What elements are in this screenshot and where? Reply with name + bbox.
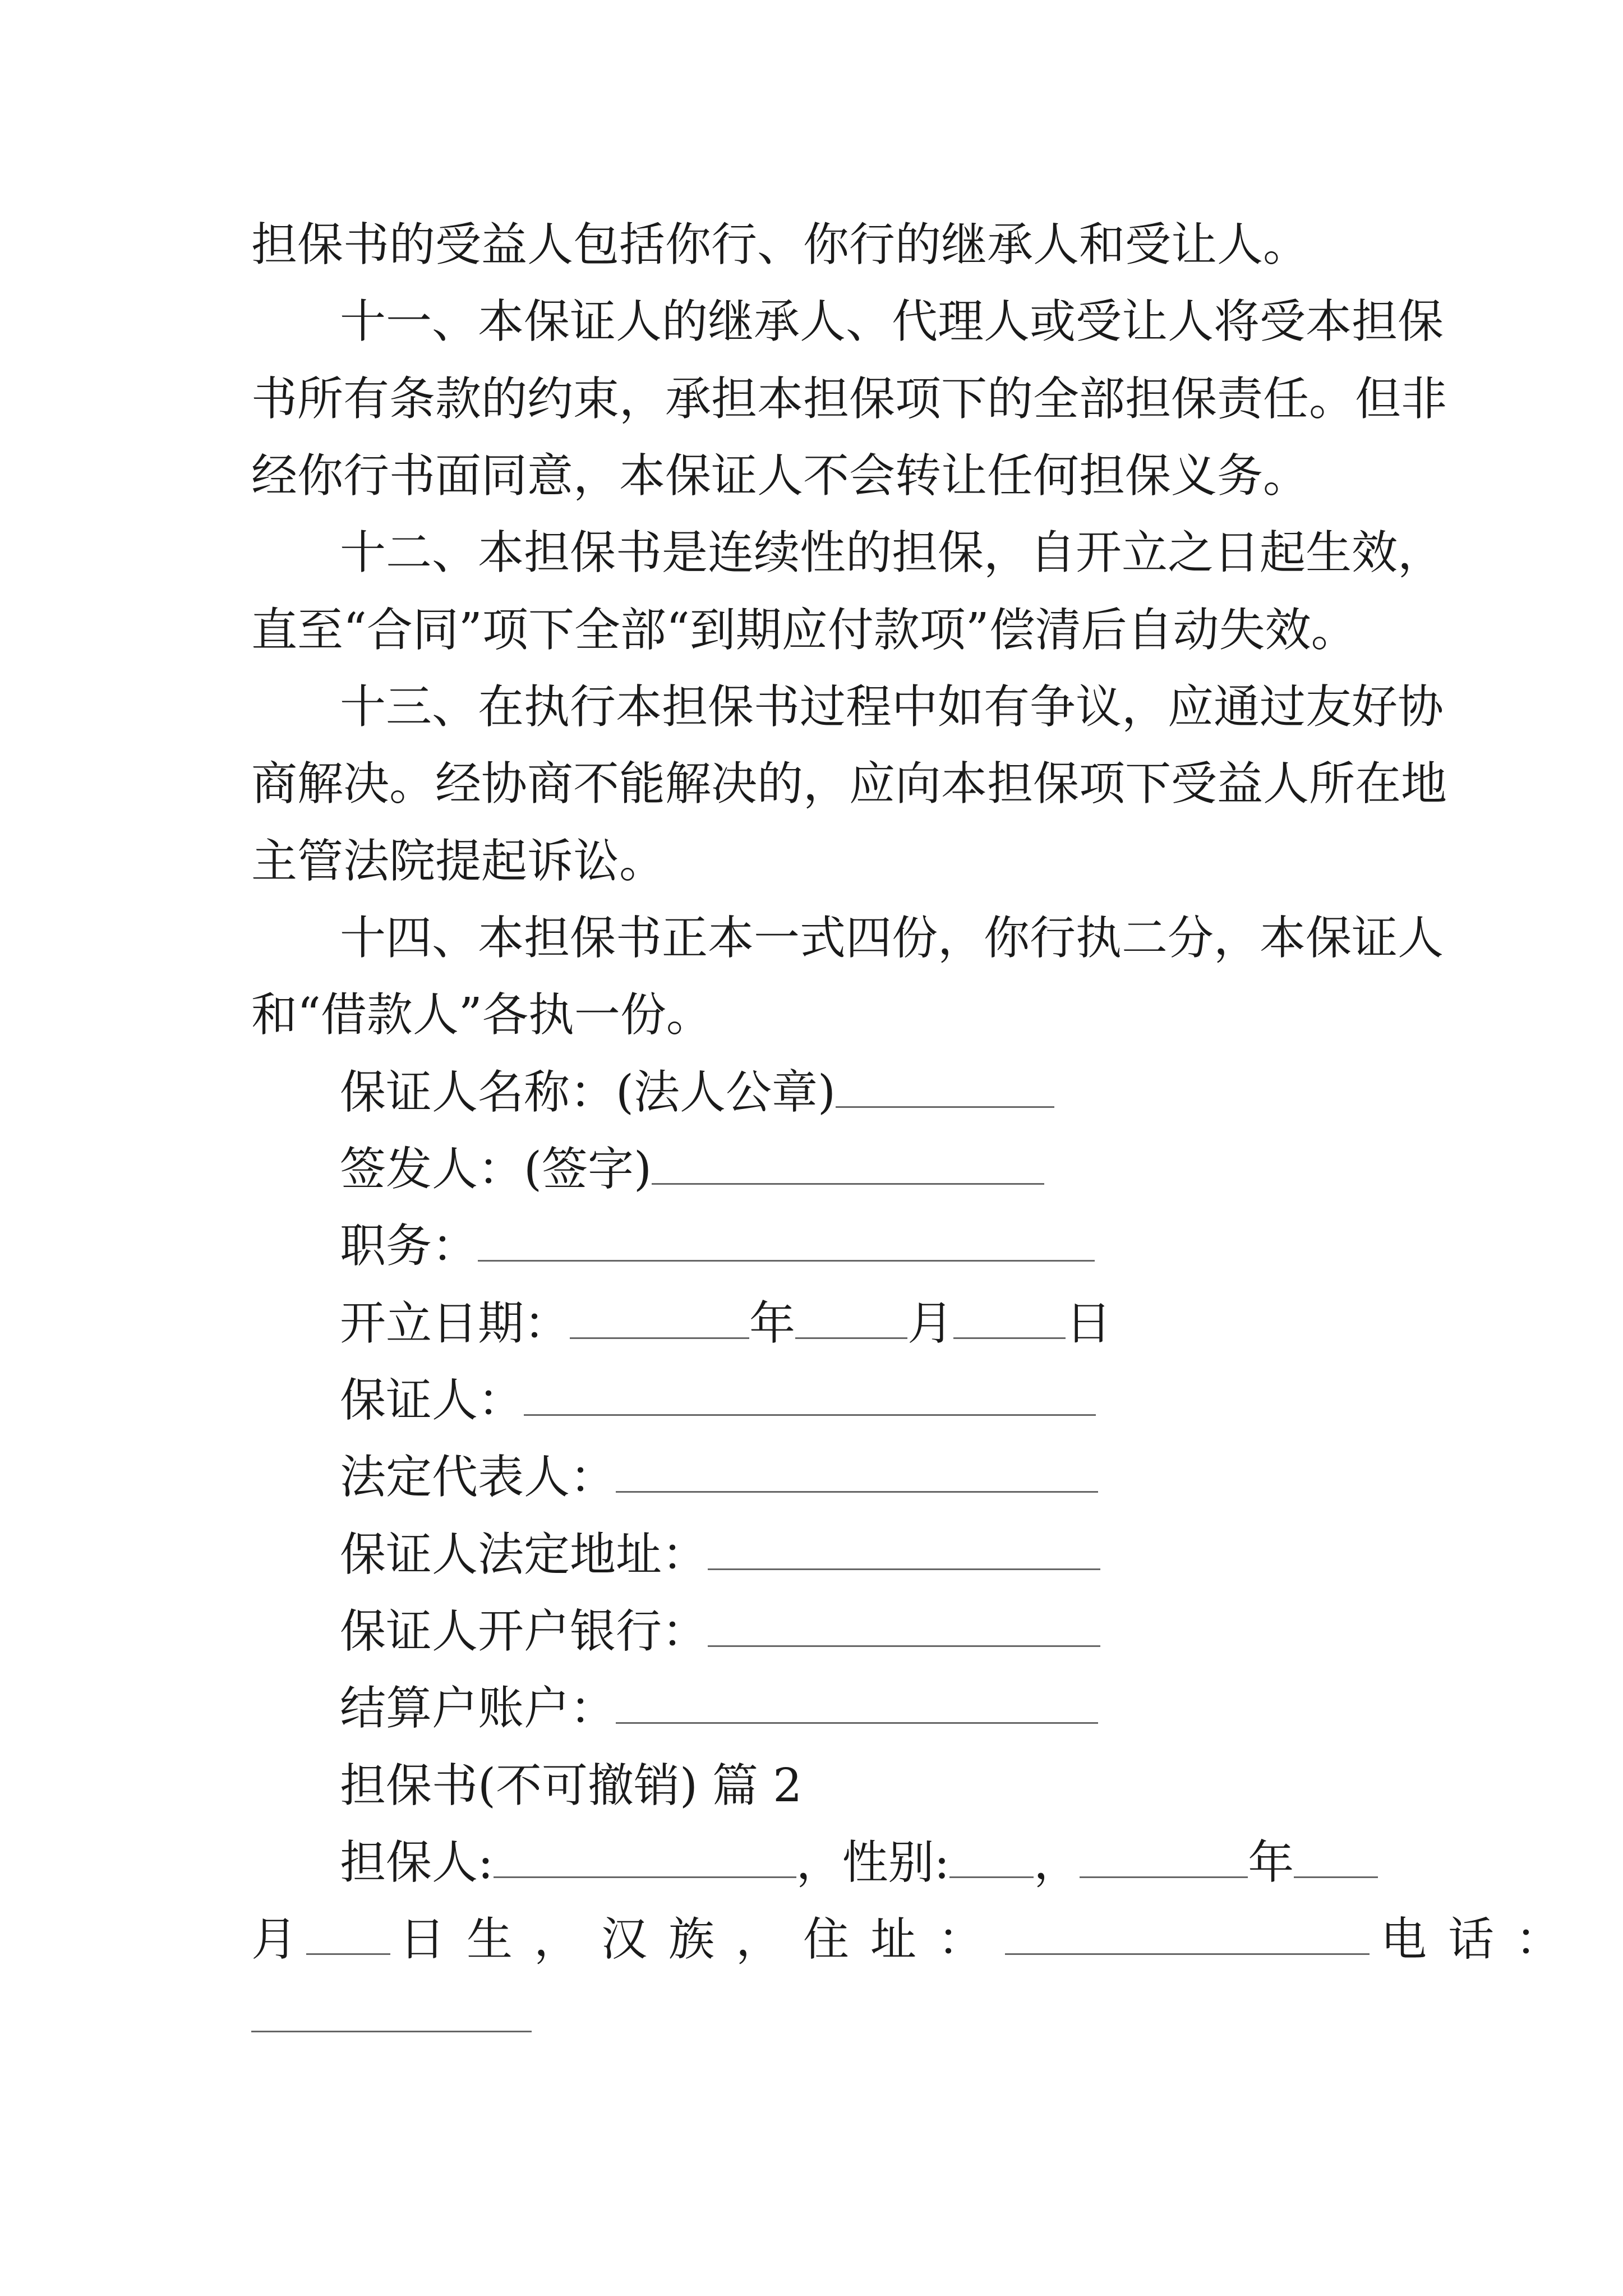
guarantor-info-line: [251, 1978, 532, 2056]
fill-blank: [1005, 1914, 1370, 1955]
field-label: 保证人：: [340, 1374, 524, 1427]
section-title: 担保书(不可撤销) 篇 2: [340, 1759, 803, 1812]
fill-blank: [478, 1221, 1095, 1262]
fill-blank: [953, 1298, 1066, 1339]
form-row-signer: [340, 1131, 1044, 1208]
separator: ，: [1034, 1836, 1080, 1889]
fill-blank: [652, 1144, 1044, 1185]
fill-blank: [251, 1991, 532, 2032]
fill-blank: [1294, 1837, 1378, 1878]
form-row-account: [340, 1670, 1098, 1747]
paragraph-line: 书所有条款的约束，承担本担保项下的全部担保责任。但非: [251, 372, 1447, 426]
month-label: 月: [251, 1913, 298, 1966]
day-label: 日: [1066, 1297, 1112, 1350]
paragraph-line: 和“借款人”各执一份。: [251, 988, 712, 1042]
form-row-legal-rep: [340, 1439, 1098, 1516]
form-row-issue-date: [340, 1285, 1112, 1363]
paragraph-line: 商解决。经协商不能解决的，应向本担保项下受益人所在地: [251, 757, 1447, 811]
field-label: 日生，汉族，住址：: [399, 1913, 1006, 1966]
fill-blank: [616, 1683, 1098, 1724]
fill-blank: [708, 1606, 1100, 1647]
paragraph-line: 十一、本保证人的继承人、代理人或受让人将受本担保: [340, 295, 1444, 348]
form-row-position: [340, 1208, 1095, 1285]
paragraph-line: 十四、本担保书正本一式四份，你行执二分，本保证人: [340, 912, 1444, 965]
paragraph-line: 主管法院提起诉讼。: [251, 835, 666, 888]
paragraph-line: 担保书的受益人包括你行、你行的继承人和受让人。: [251, 218, 1310, 272]
field-label: 保证人法定地址：: [340, 1528, 708, 1581]
fill-blank: [306, 1914, 390, 1955]
field-label: 法定代表人：: [340, 1451, 616, 1504]
field-label: ，性别:: [796, 1836, 950, 1889]
fill-blank: [1080, 1837, 1248, 1878]
fill-blank: [616, 1452, 1098, 1493]
fill-blank: [494, 1837, 796, 1878]
month-label: 月: [907, 1297, 954, 1350]
field-label: 签发人：(签字): [340, 1143, 652, 1196]
field-label: 担保人:: [340, 1836, 494, 1889]
form-row-guarantor: [340, 1362, 1096, 1439]
paragraph-line: 十二、本担保书是连续性的担保，自开立之日起生效，: [340, 526, 1444, 579]
fill-blank: [570, 1298, 749, 1339]
paragraph-line: 经你行书面同意，本保证人不会转让任何担保义务。: [251, 449, 1310, 503]
guarantor-info-line: [340, 1824, 1378, 1902]
fill-blank: [836, 1067, 1054, 1108]
paragraph-line: 十三、在执行本担保书过程中如有争议，应通过友好协: [340, 680, 1444, 734]
field-label: 职务：: [340, 1220, 478, 1273]
form-row-bank: [340, 1593, 1100, 1671]
fill-blank: [524, 1375, 1096, 1416]
form-row-guarantor-name: [340, 1054, 1054, 1131]
field-label: 开立日期：: [340, 1297, 570, 1350]
fill-blank: [949, 1837, 1034, 1878]
field-label: 保证人开户银行：: [340, 1605, 708, 1658]
paragraph-line: 直至“合同”项下全部“到期应付款项”偿清后自动失效。: [251, 604, 1357, 657]
guarantor-info-line: [251, 1901, 1583, 1978]
year-label: 年: [1248, 1836, 1294, 1889]
field-label: 结算户账户：: [340, 1682, 616, 1735]
fill-blank: [708, 1529, 1100, 1570]
field-label: 电话：: [1381, 1913, 1583, 1966]
field-label: 保证人名称：(法人公章): [340, 1066, 836, 1119]
form-row-legal-address: [340, 1516, 1100, 1594]
fill-blank: [795, 1298, 907, 1339]
year-label: 年: [749, 1297, 796, 1350]
